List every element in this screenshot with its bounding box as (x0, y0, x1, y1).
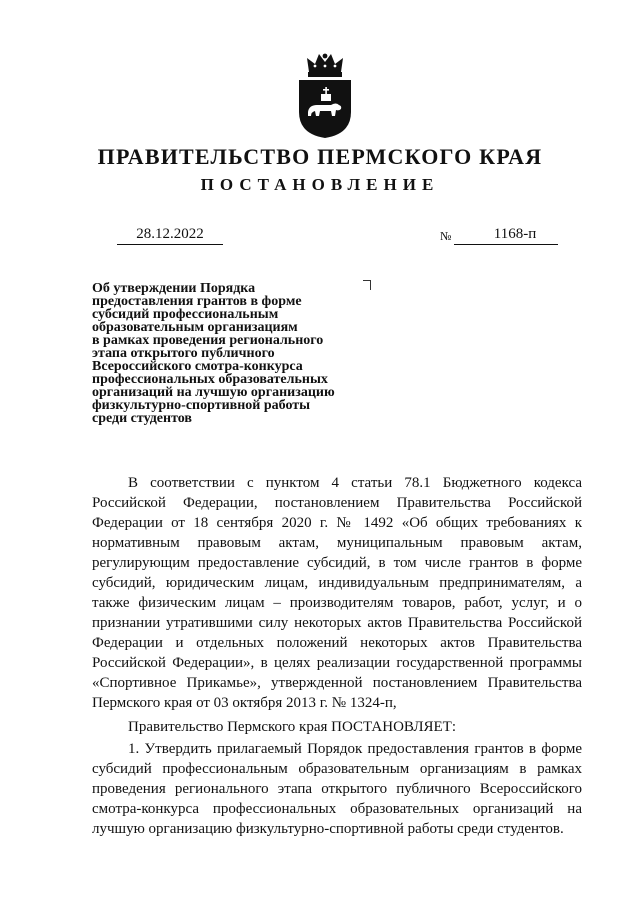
document-number: 1168-п (454, 226, 558, 245)
item-1-paragraph: 1. Утвердить прилагаемый Порядок предоставления грантов в форме субсидий профессиональным образовательным организациям в рамках проведения регионального этапа открытого публичного Всероссийского смотра-конкурса профессиональных образовательных организаций на лучшую организацию физкультурно-спортивной работы среди студентов. (92, 741, 582, 837)
preamble-paragraph: В соответствии с пунктом 4 статьи 78.1 Бюджетного кодекса Российской Федерации, постановлением Правительства Российской Федерации от 18 сентября 2020 г. № 1492 «Об общих требованиях к нормативным правовым актам, муниципальным правовым актам, регулирующим предоставление субсидий, в том числе грантов в форме субсидий, юридическим лицам, индивидуальным предпринимателям, а также физическим лицам – производителям товаров, работ, услуг, и о признании утратившими силу некоторых актов Правительства Российской Федерации и отдельных положений некоторых актов Правительства Российской Федерации», в целях реализации государственной программы «Спортивное Прикамье», утвержденной постановлением Правительства Пермского края от 03 октября 2013 г. № 1324-п, (92, 475, 582, 711)
government-title: ПРАВИТЕЛЬСТВО ПЕРМСКОГО КРАЯ (97, 144, 543, 169)
document-subject: Об утверждении Порядка предоставления грантов в форме субсидий профессиональным образовательным организациям в рамках проведения регионального этапа открытого публичного Всероссийского смотра-конкурса профессиональных образовательных организаций на лучшую организацию физкультурно-спортивной работы среди студентов (92, 281, 335, 426)
document-number-label: № (440, 229, 452, 243)
document-type: ПОСТАНОВЛЕНИЕ (200, 175, 440, 194)
decree-paragraph: Правительство Пермского края ПОСТАНОВЛЯЕТ: (128, 719, 457, 735)
document-date: 28.12.2022 (117, 226, 223, 245)
coat-of-arms-icon (295, 50, 355, 140)
document-body (92, 473, 582, 839)
